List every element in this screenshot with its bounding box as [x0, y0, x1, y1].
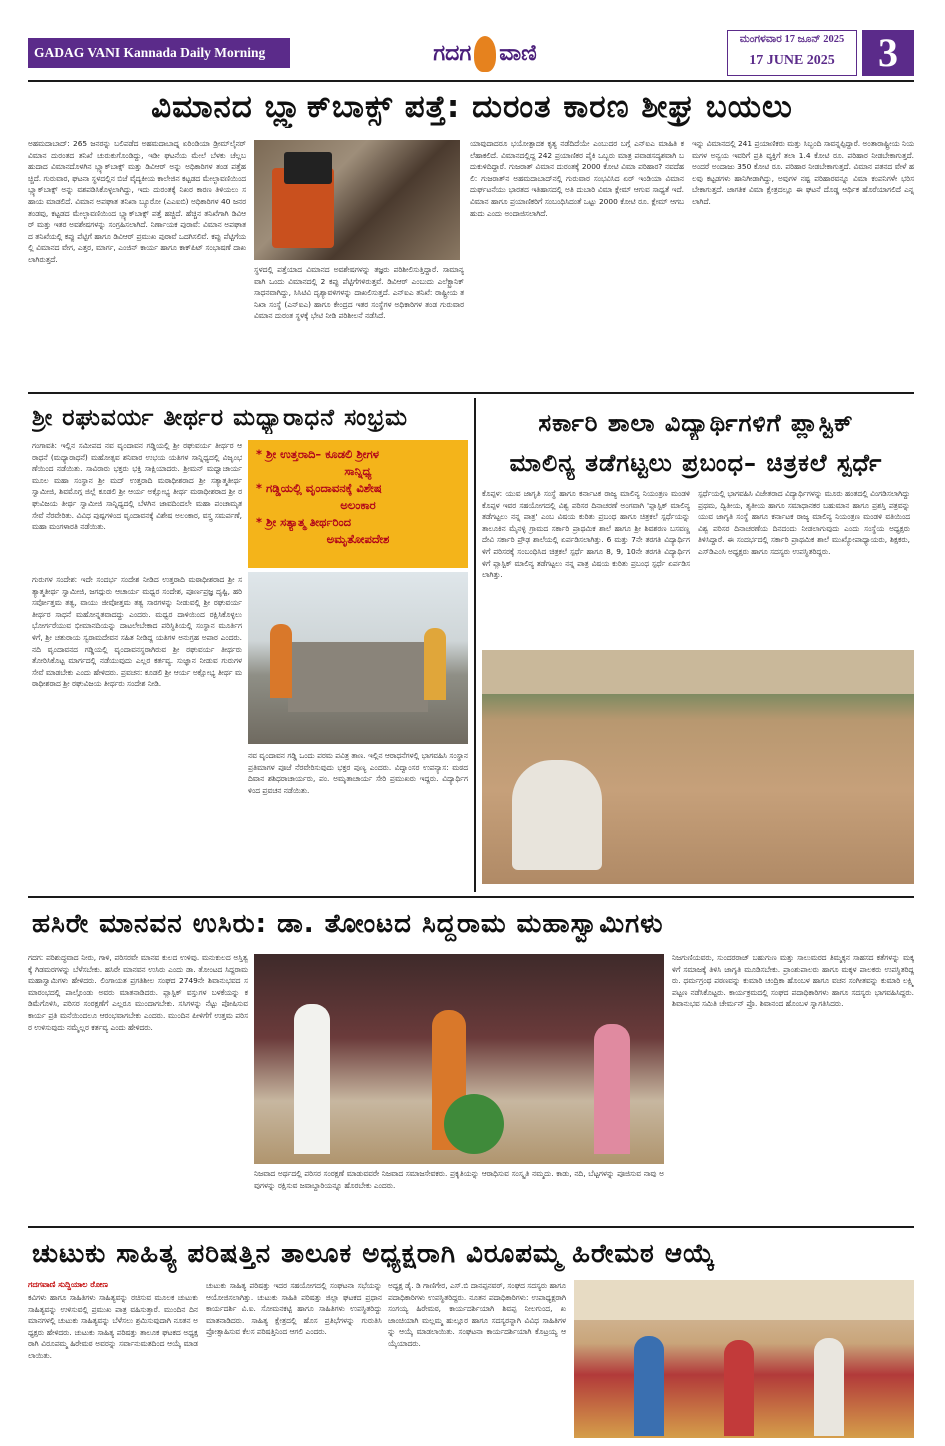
- felicitation-photo: [574, 1280, 914, 1438]
- highlight-line: * ಗಡ್ಡಿಯಲ್ಲಿ ವೃಂದಾವನಕ್ಕೆ ವಿಶೇಷ: [256, 481, 382, 495]
- brand-banner: GADAG VANI Kannada Daily Morning: [28, 38, 290, 68]
- story3-col2: ಸ್ಪರ್ಧೆಯಲ್ಲಿ ಭಾಗವಹಿಸಿ ವಿಜೇತರಾದ ವಿದ್ಯಾರ್ಥಿಗಳನ್ನು ಮೂರು ಹಂತದಲ್ಲಿ ವಿಂಗಡಿಸಲಾಗಿದ್ದು ಪ್ರಥಮ, ದ್ವಿತೀಯ, ತೃತೀಯ ಹಾಗೂ ಸಮಾಧಾನಕರ ಬಹುಮಾನ ಹಾಗೂ ಪ್ರಶಸ್ತಿ ಪತ್ರವನ್ನು ಯುವ ಜಾಗೃತಿ ಸಂಸ್ಥೆ ಹಾಗೂ ಕರ್ನಾಟಕ ರಾಜ್ಯ ಮಾಲಿನ್ಯ ನಿಯಂತ್ರಣ ಮಂಡಳಿ ವತಿಯಿಂದ ವಿಶ್ವ ಪರಿಸರ ದಿನಾಚರಣೆಯ ದಿನದಂದು ನೀಡಲಾಗುವುದು ಎಂದು ಸಂಸ್ಥೆಯ ಅಧ್ಯಕ್ಷರು ತಿಳಿಸಿದ್ದಾರೆ. ಈ ಸಂದರ್ಭದಲ್ಲಿ ಸರ್ಕಾರಿ ಪ್ರಾಥಮಿಕ ಶಾಲೆ ಮುಖ್ಯೋಪಾಧ್ಯಾಯರು, ಶಿಕ್ಷಕರು, ಎಸ್‌ಡಿಎಂಸಿ ಅಧ್ಯಕ್ಷರು ಹಾಗೂ ಸದಸ್ಯರು ಉಪಸ್ಥಿತರಿದ್ದರು.: [698, 489, 910, 556]
- story5-col1: ಕವಿಗಳು ಹಾಗೂ ಸಾಹಿತಿಗಳು ಸಾಹಿತ್ಯವನ್ನು ರಚಿಸುವ ಮೂಲಕ ಚುಟುಕು ಸಾಹಿತ್ಯವನ್ನು ಉಳಿಸುವಲ್ಲಿ ಪ್ರಮುಖ ಪಾತ್ರ ವಹಿಸುತ್ತಾರೆ. ಮುಂದಿನ ದಿನಮಾನಗಳಲ್ಲಿ ಚುಟುಕು ಸಾಹಿತ್ಯವನ್ನು ಬೆಳೆಸಲು ಶ್ರಮಿಸುವುದಾಗಿ ನೂತನ ಅಧ್ಯಕ್ಷರು ಹೇಳಿದರು. ಚುಟುಕು ಸಾಹಿತ್ಯ ಪರಿಷತ್ತು ತಾಲೂಕ ಘಟಕದ ಅಧ್ಯಕ್ಷರಾಗಿ ವಿರೂಪಮ್ಮ ಹಿರೇಮಠ ಅವರನ್ನು ಸರ್ವಾನುಮತದಿಂದ ಆಯ್ಕೆ ಮಾಡಲಾಯಿತು.: [28, 1293, 198, 1360]
- guest-figure: [294, 1004, 330, 1154]
- school-building: [482, 650, 914, 694]
- story2-left-body: ಗುರುಗಳ ಸಂದೇಶ: ಇದೇ ಸಂದರ್ಭ ಸಂದೇಶ ನೀಡಿದ ಉತ್ತರಾದಿ ಮಠಾಧೀಶರಾದ ಶ್ರೀ ಸತ್ಯಾತ್ಮತೀರ್ಥ ಸ್ವಾಮೀಜಿ, ಜಗದ್ಗುರು ಆಚಾರ್ಯ ಮಧ್ವರ ಸಂದೇಶ, ಪೂರ್ಣಪ್ರಜ್ಞ ದೃಷ್ಟಿ, ಹರಿ ಸರ್ವೋತ್ತಮ ತತ್ವ, ವಾಯು ಜೀವೋತ್ತಮ ತತ್ವ ಸಾರಗಳನ್ನು ನೀಡುವಲ್ಲಿ ಶ್ರೀ ರಘುವರ್ಯ ತೀರ್ಥರ ಸಾಧನೆ ಮಹೋನ್ನತವಾದದ್ದು ಎಂದರು. ಮಧ್ವರ ದಾಳಿಯಿಂದ ರಕ್ಷಿಸಿಕೊಳ್ಳಲು ಭೋರ್ಗರೆಯುವ ಭೀಮಾನದಿಯನ್ನು ದಾಟಲೇಬೇಕಾದ ಪರಿಸ್ಥಿತಿಯಲ್ಲಿ ಸಂಸ್ಥಾನ ಮೂರ್ತಿಗಳಿಗೆ, ಶ್ರೀ ಚತುರಾಯ ಸ್ವರಾಮದೇವನ ಸಹಿತ ನೀಡಿದ್ದ ಯತಿಗಳ ಅನುಗ್ರಹ ಅಪಾರ ಎಂದರು. ನದಿ ವೃಂದಾವನದ ಗಡ್ಡಿಯಲ್ಲಿ ವೃಂದಾವನಸ್ಥರಾಗಿರುವ ಶ್ರೀ ರಘುವರ್ಯ ತೀರ್ಥರು ತೋರಿಸಿಕೊಟ್ಟ ಮಾರ್ಗದಲ್ಲಿ ನಡೆಯುವುದು ಎಲ್ಲರ ಕರ್ತವ್ಯ. ಸುಜ್ಞಾನ ನೀಡುವ ಗುರುಗಳ ಸೇವೆ ಮಾಡಬೇಕು ಎಂದು ಹೇಳಿದರು. ಪ್ರವಚನ: ಕೂಡಲಿ ಶ್ರೀ ಆರ್ಯ ಅಕ್ಷೋಭ್ಯ ತೀರ್ಥ ಮಠಾಧೀಶರಾದ ಶ್ರೀ ರಘುವಿಜಯ ತೀರ್ಥರು ಸಂದೇಶ ನೀಡಿ.: [32, 575, 242, 689]
- person-figure: [724, 1340, 754, 1436]
- vrundavana-structure: [288, 642, 428, 712]
- priest-figure: [424, 628, 446, 700]
- story1-col4: ಇನ್ನು ವಿಮಾನದಲ್ಲಿ 241 ಪ್ರಯಾಣಿಕರು ಮತ್ತು ಸಿಬ್ಬಂದಿ ಸಾವನ್ನಪ್ಪಿದ್ದಾರೆ. ಅಂತಾರಾಷ್ಟ್ರೀಯ ನಿಯಮಗಳ ಅನ್ವಯ ಇವರಿಗೆ ಪ್ರತಿ ವ್ಯಕ್ತಿಗೆ ತಲಾ 1.4 ಕೋಟಿ ರೂ. ಪರಿಹಾರ ನೀಡಬೇಕಾಗುತ್ತದೆ. ಅಂದರೆ ಅಂದಾಜು 350 ಕೋಟಿ ರೂ. ಪರಿಹಾರ ನೀಡಬೇಕಾಗುತ್ತದೆ. ವಿಮಾನ ಪತನದ ವೇಳೆ ಹಲವು ಕಟ್ಟಡಗಳು ಹಾನಿಗೀಡಾಗಿದ್ದು, ಅವುಗಳ ನಷ್ಟ ಪರಿಹಾರವನ್ನೂ ವಿಮಾ ಕಂಪನಿಗಳೇ ಭರಿಸಬೇಕಾಗುತ್ತದೆ. ಜಾಗತಿಕ ವಿಮಾ ಕ್ಷೇತ್ರದಲ್ಲೂ ಈ ಘಟನೆ ದೊಡ್ಡ ಆರ್ಥಿಕ ಹೊರೆಯಾಗಲಿದೆ ಎನ್ನಲಾಗಿದೆ.: [692, 139, 914, 206]
- story2-right-body: ನವ ವೃಂದಾವನ ಗಡ್ಡಿ ಒಂದು ಪರಮ ಪವಿತ್ರ ತಾಣ. ಇಲ್ಲಿನ ಆರಾಧನೆಗಳಲ್ಲಿ ಭಾಗವಹಿಸಿ ಸಂಸ್ಥಾನ ಪ್ರತಿಮಾಗಳ ಪೂಜೆ ನೆರವೇರಿಸುವುದು ಭಕ್ತರ ಪುಣ್ಯ ಎಂದರು. ವಿದ್ವಾಂಸರ ಉಪನ್ಯಾಸ: ಮಠದ ದಿವಾನ ಶಶಿಧರಾಚಾರ್ಯರು, ಪಂ. ಅಮೃತಾಚಾರ್ಯ ಸೇರಿ ಪ್ರಮುಖರು ಇದ್ದರು. ವಿದ್ಯಾರ್ಥಿಗಳಿಂದ ಪ್ರವಚನ ನಡೆಯಿತು.: [248, 751, 468, 795]
- priest-figure: [270, 624, 292, 698]
- student-figure: [594, 1024, 630, 1154]
- highlight-line: ಅಲಂಕಾರ: [340, 498, 376, 512]
- story2-headline: ಶ್ರೀ ರಘುವರ್ಯ ತೀರ್ಥರ ಮಧ್ಯಾರಾಧನೆ ಸಂಭ್ರಮ: [32, 405, 408, 431]
- page-number: 3: [862, 30, 914, 76]
- story4-col1: ಗದಗ: ಪರಿಶುದ್ಧವಾದ ನೀರು, ಗಾಳಿ, ಪರಿಸರವೇ ಮಾನವ ಕುಲದ ಉಳಿವು. ಮನುಕುಲದ ಅಸ್ತಿತ್ವಕ್ಕೆ ಗಿಡಮರಗಳನ್ನು ಬೆಳೆಸಬೇಕು. ಹಸಿರೇ ಮಾನವನ ಉಸಿರು ಎಂದು ಡಾ. ತೋಂಟದ ಸಿದ್ದರಾಮ ಮಹಾಸ್ವಾಮಿಗಳು ಹೇಳಿದರು. ಲಿಂಗಾಯತ ಪ್ರಗತಿಶೀಲ ಸಂಘದ 2749ನೇ ಶಿವಾನುಭವದ ಸಮಾರಂಭದಲ್ಲಿ ಪಾಲ್ಗೊಂಡು ಅವರು ಮಾತನಾಡಿದರು. ಪ್ಲಾಸ್ಟಿಕ್ ವಸ್ತುಗಳ ಬಳಕೆಯನ್ನು ಕಡಿಮೆಗೊಳಿಸಿ, ಪರಿಸರ ಸಂರಕ್ಷಣೆಗೆ ಎಲ್ಲರೂ ಮುಂದಾಗಬೇಕು. ಸಸಿಗಳನ್ನು ನೆಟ್ಟು ಪೋಷಿಸುವ ಕಾರ್ಯ ಪ್ರತಿ ಮನೆಯಿಂದಲೂ ಆರಂಭವಾಗಬೇಕು ಎಂದರು. ಮುಂದಿನ ಪೀಳಿಗೆಗೆ ಉತ್ತಮ ಪರಿಸರ ಉಳಿಸುವುದು ನಮ್ಮೆಲ್ಲರ ಕರ್ತವ್ಯ ಎಂದು ಹೇಳಿದರು.: [28, 953, 248, 1032]
- date-kannada: ಮಂಗಳವಾರ 17 ಜೂನ್ 2025: [739, 34, 845, 45]
- highlight-line: * ಶ್ರೀ ಸತ್ಯಾತ್ಮ ತೀರ್ಥರಿಂದ: [256, 515, 352, 529]
- story1-col1: ಅಹಮದಾಬಾದ್: 265 ಜನರನ್ನು ಬಲಿಪಡೆದ ಅಹಮದಾಬಾದ್ನ ಏರಿಂಡಿಯಾ ಡ್ರೀಮ್‌ಲೈನರ್ ವಿಮಾನ ದುರಂತದ ತನಿಖೆ ಚುರುಕುಗೊಂಡಿದ್ದು, ಇಡೀ ಘಟನೆಯ ಮೇಲೆ ಬೆಳಕು ಚೆಲ್ಲಬಹುದಾದ ವಿಮಾನದೊಳಗಿನ ಬ್ಲ್ಯಾಕ್‌ಬಾಕ್ಸ್ ಮತ್ತು ಡಿವಿಆರ್ ಅನ್ನು ಅಧಿಕಾರಿಗಳ ತಂಡ ಪತ್ತೆಹಚ್ಚಿದೆ. ಗುರುವಾರ, ಘಟನಾ ಸ್ಥಳದಲ್ಲಿನ ಬಿಜೆ ವೈದ್ಯಕೀಯ ಕಾಲೇಜಿನ ಕಟ್ಟಡದ ಮೇಲ್ಛಾವಣಿಯಿಂದ ಬ್ಲ್ಯಾಕ್‌ಬಾಕ್ಸ್ ಅನ್ನು ವಶಪಡಿಸಿಕೊಳ್ಳಲಾಗಿದ್ದು, ಇದು ದುರಂತಕ್ಕೆ ನಿಖರ ಕಾರಣ ತಿಳಿಯಲು ಸಹಾಯ ಮಾಡಲಿದೆ. ವಿಮಾನ ಅಪಘಾತ ತನಿಖಾ ಬ್ಯೂರೋ (ಎಎಐಬಿ) ಅಧಿಕಾರಿಗಳ 40 ಜನರ ತಂಡವು, ಕಟ್ಟಡದ ಮೇಲ್ಛಾವಣಿಯಿಂದ ಬ್ಲ್ಯಾಕ್‌ಬಾಕ್ಸ್ ಪತ್ತೆ ಹಚ್ಚಿದೆ. ಹೆಚ್ಚಿನ ತನಿಖೆಗಾಗಿ ಡಿವಿಆರ್ ಮತ್ತು ಇತರ ಅವಶೇಷಗಳನ್ನು ಸಂಗ್ರಹಿಸಲಾಗಿದೆ. ನಿರ್ಣಾಯಕ ಪುರಾವೆ: ವಿಮಾನ ಅಪಘಾತದ ತನಿಖೆಯಲ್ಲಿ ಕಪ್ಪು ಪೆಟ್ಟಿಗೆ ಹಾಗೂ ಡಿವಿಆರ್ ಪ್ರಮುಖ ಪುರಾವೆ ಒದಗಿಸಲಿವೆ. ಕಪ್ಪು ಪೆಟ್ಟಿಗೆಯಲ್ಲಿ ವಿಮಾನದ ವೇಗ, ಎತ್ತರ, ಮಾರ್ಗ, ಎಂಜಿನ್ ಕಾರ್ಯ ಹಾಗೂ ಕಾಕ್‌ಪಿಟ್ ಸಂಭಾಷಣೆ ದಾಖಲಾಗಿರುತ್ತದೆ.: [28, 139, 246, 264]
- story1-col2: ಸ್ಥಳದಲ್ಲಿ ಪತ್ತೆಯಾದ ವಿಮಾನದ ಅವಶೇಷಗಳನ್ನು ತಜ್ಞರು ಪರಿಶೀಲಿಸುತ್ತಿದ್ದಾರೆ. ಸಾಮಾನ್ಯವಾಗಿ ಒಂದು ವಿಮಾನದಲ್ಲಿ 2 ಕಪ್ಪು ಪೆಟ್ಟಿಗೆಗಳಿರುತ್ತವೆ. ಡಿವಿಆರ್ ಎಂಬುದು ಎಲೆಕ್ಟ್ರಾನಿಕ್ ಸಾಧನವಾಗಿದ್ದು, ಸಿಸಿಟಿವಿ ದೃಶ್ಯಾವಳಿಗಳನ್ನು ದಾಖಲಿಸುತ್ತದೆ. ಎನ್ಐಎ ತನಿಖೆ: ರಾಷ್ಟ್ರೀಯ ತನಿಖಾ ಸಂಸ್ಥೆ (ಎನ್ಐಎ) ಹಾಗೂ ಕೇಂದ್ರದ ಇತರ ಸಂಸ್ಥೆಗಳ ಅಧಿಕಾರಿಗಳ ತಂಡ ಗುರುವಾರ ವಿಮಾನ ದುರಂತ ಸ್ಥಳಕ್ಕೆ ಭೇಟಿ ನೀಡಿ ಪರಿಶೀಲನೆ ನಡೆಸಿದೆ.: [254, 265, 464, 321]
- date-english: 17 JUNE 2025: [749, 53, 835, 68]
- highlight-line: * ಶ್ರೀ ಉತ್ತರಾದಿ– ಕೂಡಲಿ ಶ್ರೀಗಳ: [256, 447, 379, 461]
- story4-headline: ಹಸಿರೇ ಮಾನವನ ಉಸಿರು: ಡಾ. ತೋಂಟದ ಸಿದ್ದರಾಮ ಮಹಾಸ್ವಾಮಿಗಳು: [32, 909, 664, 939]
- story3-headline-line2: ಮಾಲಿನ್ಯ ತಡೆಗಟ್ಟಲು ಪ್ರಬಂಧ– ಚಿತ್ರಕಲೆ ಸ್ಪರ್ಧೆ: [509, 449, 883, 477]
- story1-headline: ವಿಮಾನದ ಬ್ಲ್ಯಾಕ್‌ಬಾಕ್ಸ್ ಪತ್ತೆ: ದುರಂತ ಕಾರಣ ಶೀಘ್ರ ಬಯಲು: [151, 89, 793, 125]
- story2-highlights-box: [248, 440, 468, 568]
- section-rule-2: [28, 896, 914, 898]
- story4-col2: ನಿಜವಾದ ಅರ್ಥದಲ್ಲಿ ಪರಿಸರ ಸಂರಕ್ಷಣೆ ಮಾಡುವವರೇ ನಿಜವಾದ ಸಮಾಜಸೇವಕರು. ಪ್ರಕೃತಿಯನ್ನು ಆರಾಧಿಸುವ ಸಂಸ್ಕೃತಿ ನಮ್ಮದು. ಕಾಡು, ನದಿ, ಬೆಟ್ಟಗಳನ್ನು ಪೂಜಿಸುವ ನಾವು ಅವುಗಳನ್ನು ರಕ್ಷಿಸುವ ಜವಾಬ್ದಾರಿಯನ್ನೂ ಹೊರಬೇಕು ಎಂದರು.: [254, 1169, 664, 1190]
- header-rule: [28, 80, 914, 82]
- masthead-right-text: ವಾಣಿ: [499, 41, 537, 66]
- story5-headline: ಚುಟುಕು ಸಾಹಿತ್ಯ ಪರಿಷತ್ತಿನ ತಾಲೂಕ ಅಧ್ಯಕ್ಷರಾಗಿ ವಿರೂಪಮ್ಮ ಹಿರೇಮಠ ಆಯ್ಕೆ: [32, 1239, 716, 1269]
- school-competition-photo: [482, 650, 914, 884]
- story2-intro: ಗಂಗಾವತಿ: ಇಲ್ಲಿನ ಸಮೀಪದ ನವ ವೃಂದಾವನ ಗಡ್ಡಿಯಲ್ಲಿ ಶ್ರೀ ರಘುವರ್ಯ ತೀರ್ಥರ ಆರಾಧನೆ (ಮಧ್ಯಾರಾಧನೆ) ಮಹೋತ್ಸವ ಶನಿವಾರ ಉಭಯ ಯತಿಗಳ ಸಾನ್ನಿಧ್ಯದಲ್ಲಿ ವಿಜೃಂಭಣೆಯಿಂದ ನಡೆಯಿತು. ಸಾವಿರಾರು ಭಕ್ತರು ಭಕ್ತಿ ಸಾಕ್ಷಿಯಾದರು. ಶ್ರೀಮನ್ ಮಧ್ವಾಚಾರ್ಯ ಮೂಲ ಮಹಾ ಸಂಸ್ಥಾನ ಶ್ರೀ ಮದ್ ಉತ್ತರಾದಿ ಮಠಾಧೀಶರಾದ ಶ್ರೀ ಸತ್ಯಾತ್ಮತೀರ್ಥ ಸ್ವಾಮೀಜಿ, ಶಿವಮೊಗ್ಗ ಜಿಲ್ಲೆ ಕೂಡಲಿ ಶ್ರೀ ಆರ್ಯ ಅಕ್ಷೋಭ್ಯ ತೀರ್ಥ ಮಠಾಧೀಶರಾದ ಶ್ರೀ ರಘುವಿಜಯ ತೀರ್ಥ ಸ್ವಾಮೀಜಿ ಸಾನ್ನಿಧ್ಯದಲ್ಲಿ ಬೆಳಗಿನ ಜಾವದಿಂದಲೇ ಮಹಾ ಪಂಚಾಮೃತ ಸೇವೆ ನೆರವೇರಿತು. ವಿವಿಧ ಪುಷ್ಪಗಳಿಂದ ವೃಂದಾವನಕ್ಕೆ ವಿಶೇಷ ಅಲಂಕಾರ, ವಸ್ತ್ರ ಸಮರ್ಪಣೆ, ಮಹಾ ಮಂಗಳಾರತಿ ನಡೆಯಿತು.: [32, 441, 242, 532]
- story5-col3: ಅಧ್ಯಕ್ಷ ಡೈ. ಡಿ ಗಾಣಿಗೇರ, ಎಸ್.ಬಿ ದಾನಪ್ಪನವರ್, ಸಂಘದ ಸದಸ್ಯರು ಹಾಗೂ ಪದಾಧಿಕಾರಿಗಳು ಉಪಸ್ಥಿತರಿದ್ದರು. ನೂತನ ಪದಾಧಿಕಾರಿಗಳು: ಉಪಾಧ್ಯಕ್ಷರಾಗಿ ಸಂಗಯ್ಯ ಹಿರೇಮಠ, ಕಾರ್ಯದರ್ಶಿಯಾಗಿ ಶಿವಪ್ಪ ನೀಲಗುಂದ, ಖಜಾಂಚಿಯಾಗಿ ಮಲ್ಲಮ್ಮ ಹುಲ್ಲೂರ ಹಾಗೂ ಸದಸ್ಯರನ್ನಾಗಿ ವಿವಿಧ ಸಾಹಿತಿಗಳನ್ನು ಆಯ್ಕೆ ಮಾಡಲಾಯಿತು. ಸಂಘಟನಾ ಕಾರ್ಯದರ್ಶಿಯಾಗಿ ಕೊಟ್ರಯ್ಯ ಆಯ್ಕೆಯಾದರು.: [388, 1281, 566, 1348]
- masthead-left-text: ಗದಗ: [433, 41, 472, 66]
- section-rule-1: [28, 392, 914, 394]
- lion-emblem-icon: [474, 36, 496, 72]
- person-figure: [814, 1338, 844, 1436]
- stage-banner: [574, 1280, 914, 1320]
- highlight-line: ಅಮೃತೋಪದೇಶ: [326, 532, 390, 546]
- story5-col2: ಚುಟುಕು ಸಾಹಿತ್ಯ ಪರಿಷತ್ತು ಇದರ ಸಹಯೋಗದಲ್ಲಿ ಸಂಘಟನಾ ಸಭೆಯನ್ನು ಆಯೋಜಿಸಲಾಗಿತ್ತು. ಚುಟುಕು ಸಾಹಿತಿ ಪರಿಷತ್ತು ಜಿಲ್ಲಾ ಘಟಕದ ಪ್ರಧಾನ ಕಾರ್ಯದರ್ಶಿ ವಿ.ಐ. ಸೋಮನಕಟ್ಟಿ ಹಾಗೂ ಸಾಹಿತಿಗಳು ಉಪಸ್ಥಿತರಿದ್ದು ಮಾತನಾಡಿದರು. ಸಾಹಿತ್ಯ ಕ್ಷೇತ್ರದಲ್ಲಿ ಹೊಸ ಪ್ರತಿಭೆಗಳನ್ನು ಗುರುತಿಸಿ ಪ್ರೋತ್ಸಾಹಿಸುವ ಕೆಲಸ ಪರಿಷತ್ತಿನಿಂದ ಆಗಲಿ ಎಂದರು.: [206, 1281, 382, 1337]
- dateline-tag: ಗದಗವಾಣಿ ಸುದ್ದಿಯಾಲ ರೋಣ: [28, 1280, 108, 1289]
- section-rule-3: [28, 1226, 914, 1228]
- story3-col1: ಕೊಪ್ಪಳ: ಯುವ ಜಾಗೃತಿ ಸಂಸ್ಥೆ ಹಾಗೂ ಕರ್ನಾಟಕ ರಾಜ್ಯ ಮಾಲಿನ್ಯ ನಿಯಂತ್ರಣ ಮಂಡಳಿ ಕೊಪ್ಪಳ ಇವರ ಸಹಯೋಗದಲ್ಲಿ ವಿಶ್ವ ಪರಿಸರ ದಿನಾಚರಣೆ ಅಂಗವಾಗಿ 'ಪ್ಲಾಸ್ಟಿಕ್ ಮಾಲಿನ್ಯ ತಡೆಗಟ್ಟಲು ನನ್ನ ಪಾತ್ರ' ಎಂಬ ವಿಷಯ ಕುರಿತು ಪ್ರಬಂಧ ಹಾಗೂ ಚಿತ್ರಕಲೆ ಸ್ಪರ್ಧೆಯನ್ನು ತಾಲೂಕಿನ ಮೈನಳ್ಳಿ ಗ್ರಾಮದ ಸರ್ಕಾರಿ ಪ್ರಾಥಮಿಕ ಶಾಲೆ ಹಾಗೂ ಶ್ರೀ ಶಿವಶರಣ ಬಸವಣ್ಣ ದೇವಿ ಸರ್ಕಾರಿ ಪ್ರೌಢ ಶಾಲೆಯಲ್ಲಿ ಏರ್ಪಡಿಸಲಾಗಿತ್ತು. 6 ಮತ್ತು 7ನೇ ತರಗತಿ ವಿದ್ಯಾರ್ಥಿಗಳಿಗೆ ಪರಿಸರಕ್ಕೆ ಸಂಬಂಧಿಸಿದ ಚಿತ್ರಕಲೆ ಸ್ಪರ್ಧೆ ಹಾಗೂ 8, 9, 10ನೇ ತರಗತಿ ವಿದ್ಯಾರ್ಥಿಗಳಿಗೆ ಪ್ಲಾಸ್ಟಿಕ್ ಮಾಲಿನ್ಯ ತಡೆಗಟ್ಟಲು ನನ್ನ ಪಾತ್ರ ವಿಷಯ ಕುರಿತು ಪ್ರಬಂಧ ಸ್ಪರ್ಧೆ ಏರ್ಪಡಿಸಲಾಗಿತ್ತು.: [482, 489, 690, 580]
- story1-col3: ಯಾವುದಾದರೂ ಭಯೋತ್ಪಾದಕ ಕೃತ್ಯ ನಡೆದಿದೆಯೇ ಎಂಬುದರ ಬಗ್ಗೆ ಎನ್ಐಎ ಮಾಹಿತಿ ಕಲೆಹಾಕಲಿದೆ. ವಿಮಾನದಲ್ಲಿದ್ದ 242 ಪ್ರಯಾಣಿಕರ ಪೈಕಿ ಒಬ್ಬರು ಮಾತ್ರ ಪವಾಡಸದೃಶವಾಗಿ ಬದುಕುಳಿದಿದ್ದಾರೆ. ಗುಜರಾತ್ ವಿಮಾನ ದುರಂತಕ್ಕೆ 2000 ಕೋಟಿ ವಿಮಾ ಪರಿಹಾರ? ನವದೆಹಲಿ: ಗುಜರಾತ್‌ನ ಅಹಮದಾಬಾದ್‌ನಲ್ಲಿ ಗುರುವಾರ ಸಂಭವಿಸಿದ ಏರ್ ಇಂಡಿಯಾ ವಿಮಾನ ದುರ್ಘಟನೆಯು ಭಾರತದ ಇತಿಹಾಸದಲ್ಲಿ ಅತಿ ದುಬಾರಿ ವಿಮಾ ಕ್ಲೇಮ್ ಆಗುವ ಸಾಧ್ಯತೆ ಇದೆ. ವಿಮಾನ ಹಾಗೂ ಪ್ರಯಾಣಿಕರಿಗೆ ಸಂಬಂಧಿಸಿದಂತೆ ಒಟ್ಟು 2000 ಕೋಟಿ ರೂ. ಕ್ಲೇಮ್ ಆಗಬಹುದು ಎಂದು ಅಂದಾಜಿಸಲಾಗಿದೆ.: [470, 139, 684, 218]
- plane-crash-photo: [254, 140, 460, 260]
- seated-man-figure: [512, 760, 602, 870]
- date-box: [727, 30, 857, 76]
- column-divider: [474, 398, 476, 892]
- person-figure: [634, 1336, 664, 1436]
- story3-headline-line1: ಸರ್ಕಾರಿ ಶಾಲಾ ವಿದ್ಯಾರ್ಥಿಗಳಿಗೆ ಪ್ಲಾಸ್ಟಿಕ್: [538, 409, 854, 437]
- temple-vrundavana-photo: [248, 572, 468, 744]
- plant-ceremony-photo: [254, 954, 664, 1164]
- highlight-line: ಸಾನ್ನಿಧ್ಯ: [344, 464, 372, 478]
- story4-col3: ನಿಜಗುಣಿಯವರು, ಸುಂದರರಾಜ್ ಬಹುಗುಣ ಮತ್ತು ಸಾಲುಮರದ ತಿಮ್ಮಕ್ಕನ ಸಾಹಸದ ಕತೆಗಳನ್ನು ಮಕ್ಕಳಿಗೆ ಸಮಾಜಕ್ಕೆ ತಿಳಿಸಿ ಜಾಗೃತಿ ಮೂಡಿಸಬೇಕು. ಪ್ರಾಂಶುಪಾಲರು ಹಾಗೂ ಮಕ್ಕಳ ಪಾಲಕರು ಉಪಸ್ಥಿತರಿದ್ದರು. ಧರ್ಮಗ್ರಂಥ ಪಠಣವನ್ನು ಕುಮಾರಿ ಚಂದ್ರಿಕಾ ಹೊಂಬಳ ಹಾಗೂ ವಚನ ಸಂಗೀತವನ್ನು ಕುಮಾರಿ ಲಕ್ಷ್ಮಿ ಪಟ್ಟಣ ನಡೆಸಿಕೊಟ್ಟರು. ಕಾರ್ಯಕ್ರಮದಲ್ಲಿ ಸಂಘದ ಪದಾಧಿಕಾರಿಗಳು ಹಾಗೂ ಸದಸ್ಯರು ಭಾಗವಹಿಸಿದ್ದರು. ಶಿವಾನುಭವ ಸಮಿತಿ ಚೇರ್ಮನ್ ಪ್ರೊ. ಶಿವಾನಂದ ಹೊಂಬಳ ಸ್ವಾಗತಿಸಿದರು.: [672, 953, 914, 1009]
- sapling-plant: [444, 1094, 504, 1154]
- recorder-unit: [284, 152, 332, 184]
- masthead-logo: [415, 30, 555, 78]
